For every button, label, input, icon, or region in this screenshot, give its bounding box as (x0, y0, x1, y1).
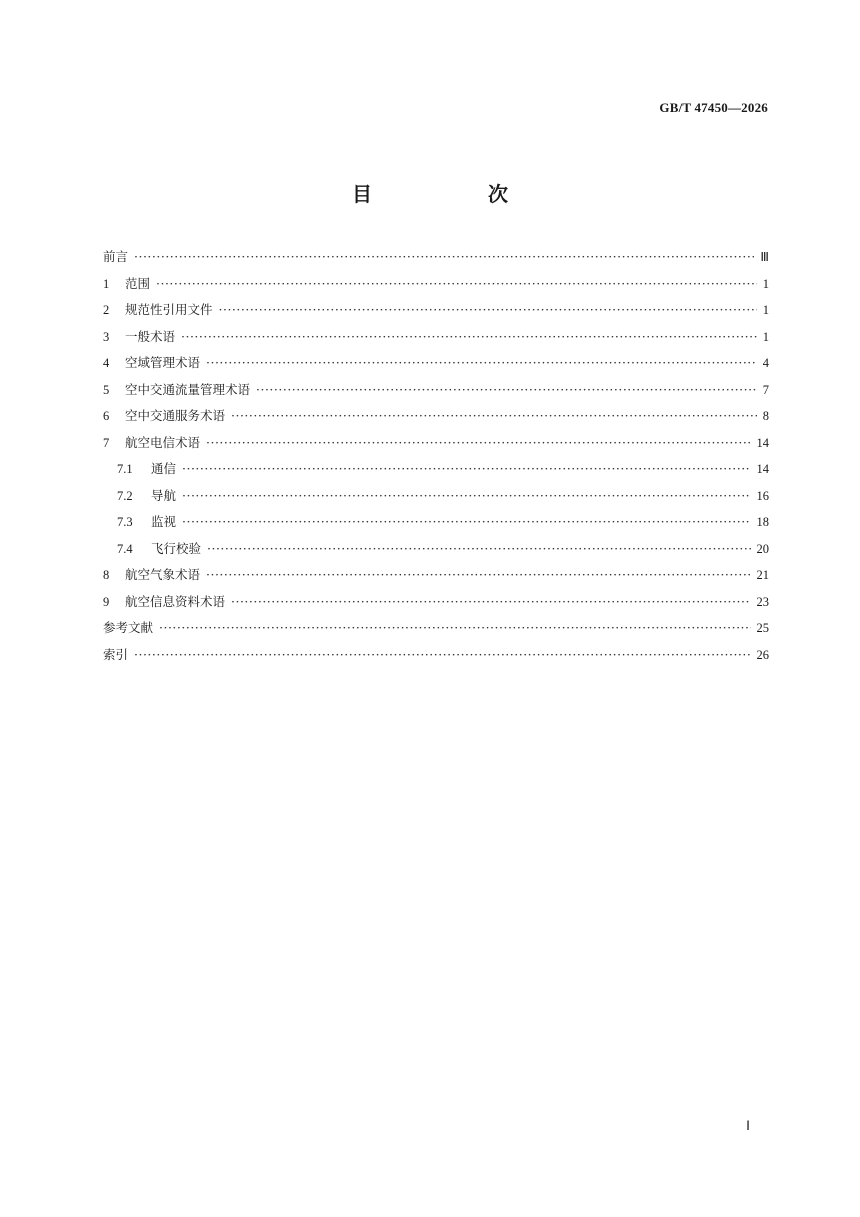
standard-code: GB/T 47450—2026 (659, 100, 768, 115)
toc-entry[interactable] (103, 459, 769, 486)
toc-entry-page: 14 (756, 435, 769, 450)
toc-entry-number: 6 (103, 409, 110, 423)
table-of-contents (103, 247, 769, 671)
toc-entry-number: 1 (103, 276, 110, 291)
toc-leader-dots (256, 382, 757, 397)
toc-leader-dots (207, 541, 750, 556)
toc-entry-number: 5 (103, 382, 110, 397)
toc-entry-label: 范围 (125, 275, 151, 291)
toc-entry-page: Ⅲ (760, 250, 769, 264)
toc-entry-page: 26 (756, 647, 769, 662)
toc-entry[interactable] (103, 433, 769, 460)
toc-title: 目 次 (352, 182, 556, 206)
toc-entry-page: 25 (756, 621, 769, 635)
toc-entry-number: 2 (103, 303, 110, 317)
toc-entry[interactable] (103, 592, 769, 619)
toc-leader-dots (206, 355, 757, 370)
toc-entry-page: 1 (762, 276, 769, 291)
toc-entry-page: 23 (756, 594, 769, 609)
toc-entry-label: 前言 (103, 249, 129, 264)
toc-entry-label: 索引 (103, 646, 129, 662)
page-number: Ⅰ (746, 1118, 750, 1133)
toc-leader-dots (231, 408, 757, 423)
toc-entry-page: 7 (762, 382, 769, 397)
toc-entry-label: 航空气象术语 (125, 567, 201, 582)
toc-entry-label: 通信 (151, 461, 177, 476)
toc-leader-dots (182, 488, 750, 503)
toc-entry-label: 空中交通服务术语 (125, 408, 226, 423)
toc-entry-number: 9 (103, 594, 110, 609)
toc-entry-number: 8 (103, 568, 110, 582)
toc-entry-label: 航空电信术语 (125, 434, 201, 450)
toc-leader-dots (219, 302, 757, 317)
toc-entry-page: 20 (756, 541, 769, 556)
toc-leader-dots (182, 461, 750, 476)
toc-entry-label: 监视 (151, 514, 177, 529)
toc-entry-page: 1 (762, 303, 769, 317)
toc-leader-dots (206, 435, 750, 450)
toc-entry-page: 8 (762, 409, 769, 423)
toc-entry-label: 一般术语 (125, 328, 176, 344)
toc-leader-dots (134, 249, 754, 264)
toc-entry[interactable] (103, 353, 769, 380)
toc-entry-page: 1 (762, 329, 769, 344)
toc-entry-label: 飞行校验 (151, 540, 202, 556)
toc-entry[interactable] (103, 618, 769, 645)
toc-leader-dots (156, 276, 757, 291)
toc-entry-label: 空中交通流量管理术语 (125, 381, 251, 397)
toc-leader-dots (134, 647, 750, 662)
toc-entry-label: 导航 (151, 487, 177, 503)
toc-entry[interactable] (103, 247, 769, 274)
toc-entry-page: 18 (756, 515, 769, 529)
toc-entry-label: 规范性引用文件 (125, 302, 213, 317)
toc-entry[interactable] (103, 406, 769, 433)
toc-entry-label: 参考文献 (103, 620, 154, 635)
toc-entry-label: 空域管理术语 (125, 355, 201, 370)
toc-leader-dots (181, 329, 757, 344)
toc-entry[interactable] (103, 645, 769, 672)
toc-entry-number: 7.2 (117, 488, 133, 503)
toc-entry[interactable] (103, 327, 769, 354)
toc-entry[interactable] (103, 539, 769, 566)
toc-entry[interactable] (103, 274, 769, 301)
toc-leader-dots (182, 514, 750, 529)
toc-entry[interactable] (103, 565, 769, 592)
toc-entry[interactable] (103, 380, 769, 407)
toc-entry-number: 3 (103, 329, 110, 344)
toc-entry-number: 7.1 (117, 462, 133, 476)
toc-entry-number: 7.4 (117, 541, 133, 556)
toc-entry[interactable] (103, 486, 769, 513)
toc-entry-number: 7 (103, 435, 110, 450)
toc-entry-label: 航空信息资料术语 (125, 593, 226, 609)
toc-entry-number: 7.3 (117, 515, 133, 529)
toc-leader-dots (159, 620, 750, 635)
toc-entry-number: 4 (103, 356, 110, 370)
toc-leader-dots (206, 567, 750, 582)
toc-leader-dots (231, 594, 750, 609)
toc-entry-page: 16 (756, 488, 769, 503)
toc-entry[interactable] (103, 512, 769, 539)
toc-entry[interactable] (103, 300, 769, 327)
toc-entry-page: 14 (756, 462, 769, 476)
toc-entry-page: 21 (756, 568, 769, 582)
toc-entry-page: 4 (762, 356, 769, 370)
